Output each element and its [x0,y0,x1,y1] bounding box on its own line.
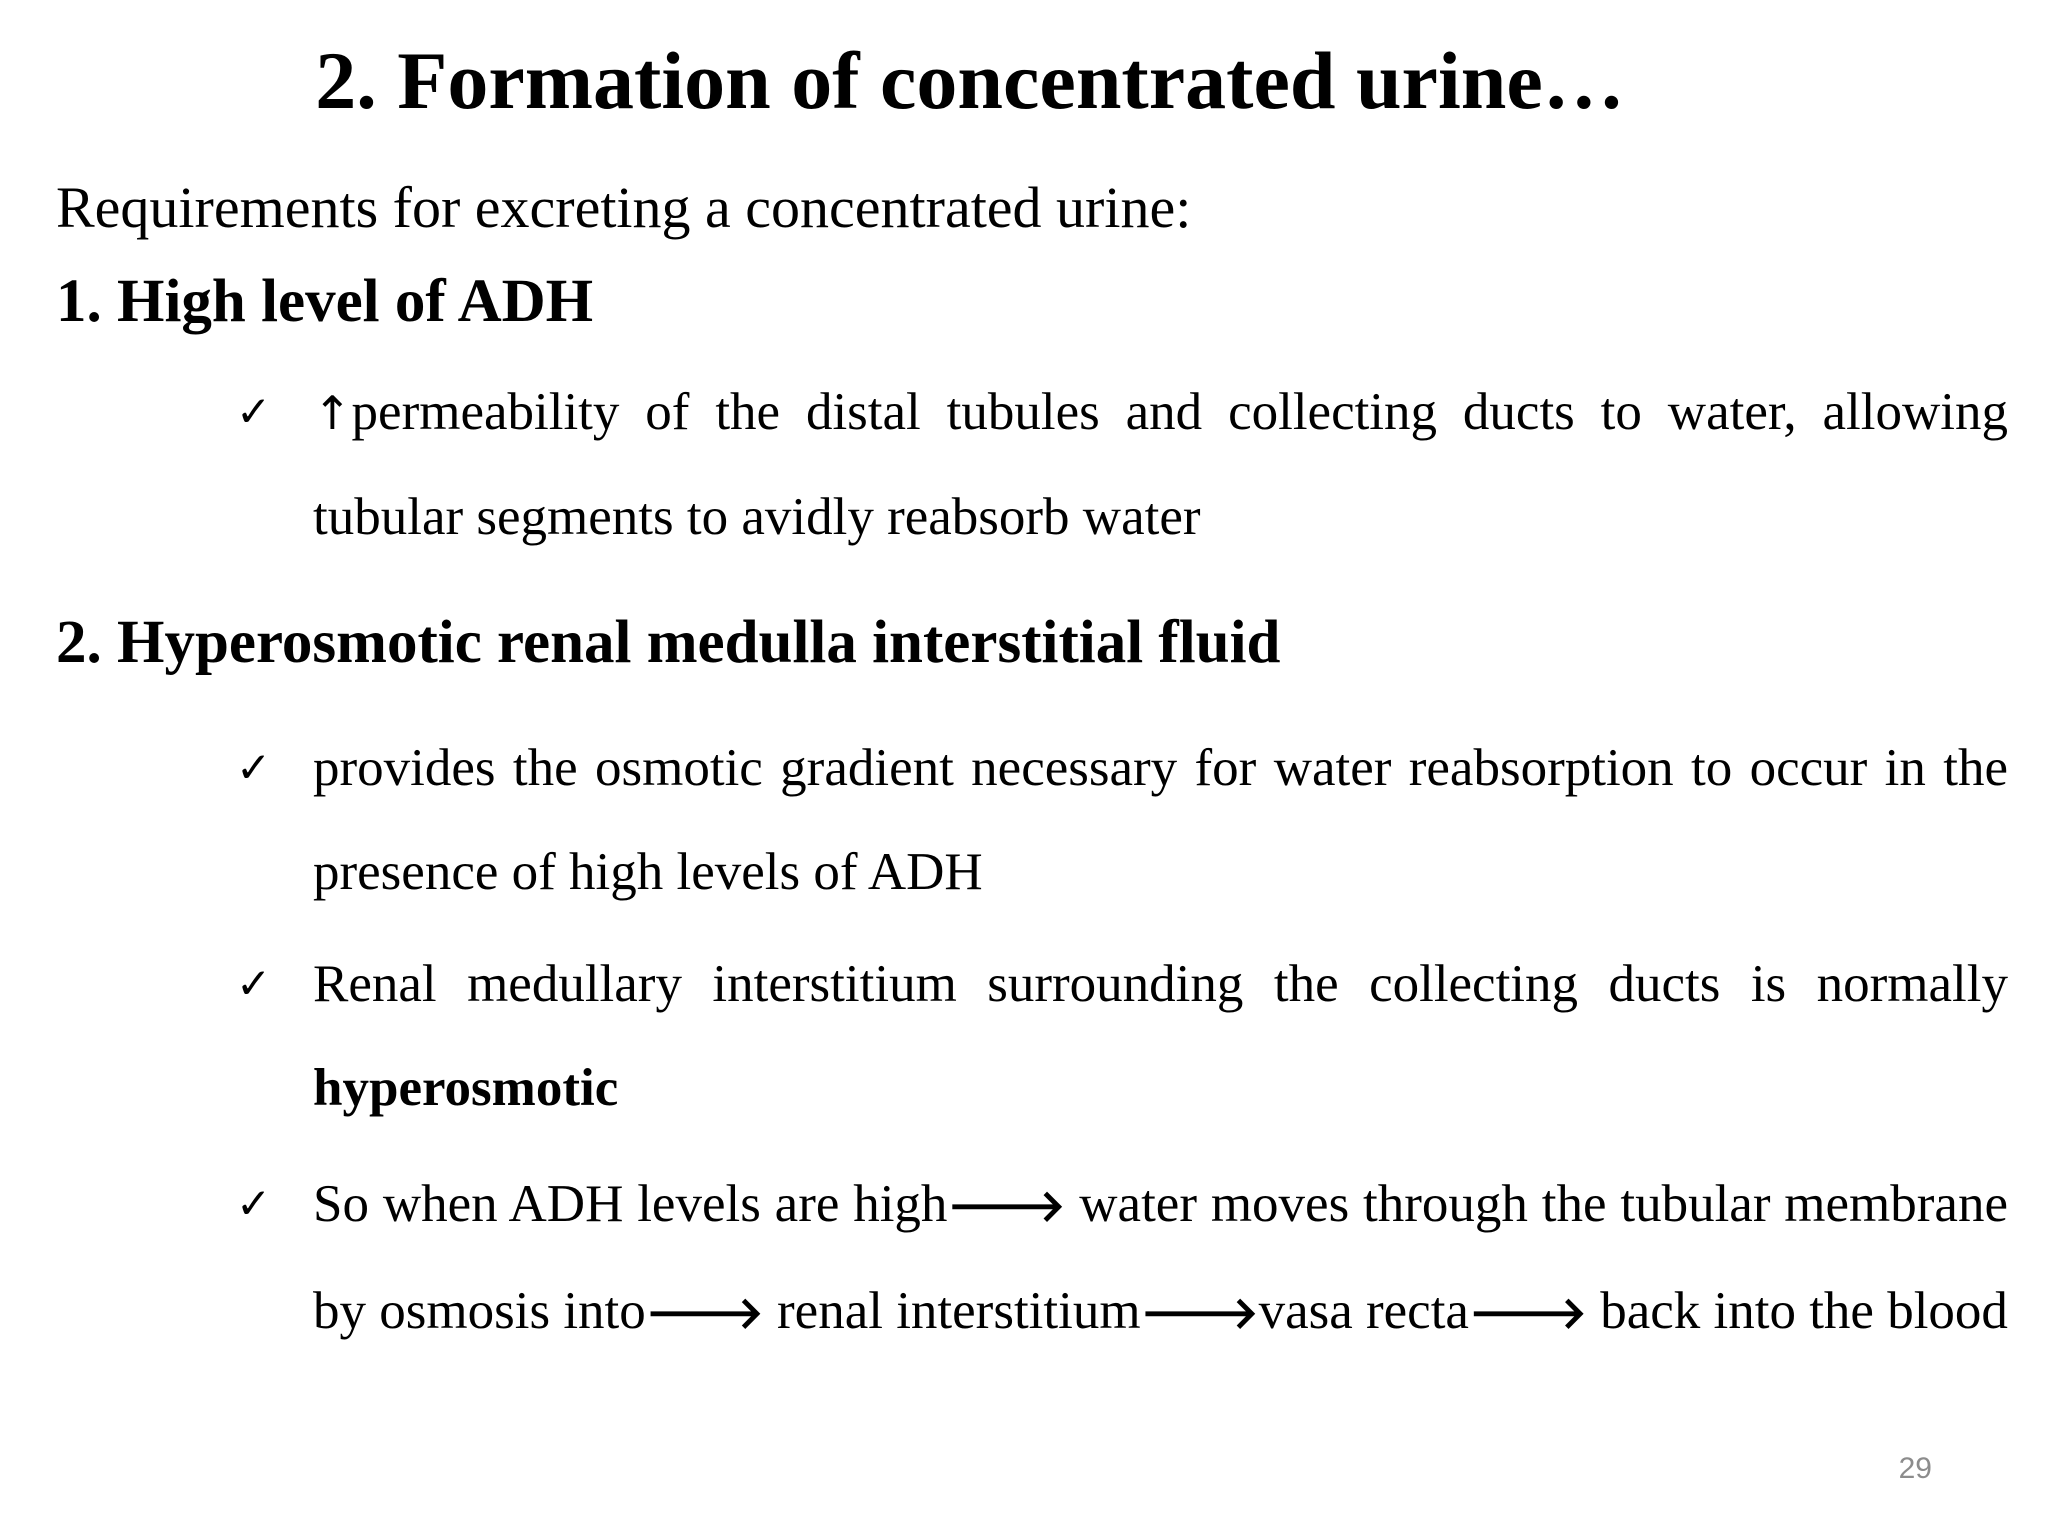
text-part: back into the blood [1586,1282,2008,1340]
bold-term: hyperosmotic [313,1059,619,1117]
bullet-osmotic-gradient [236,716,2008,924]
right-arrow-icon: 🡒 [1140,1288,1259,1339]
bullet-medullary-interstitium [236,932,2008,1140]
right-arrow-icon: 🡒 [1468,1288,1587,1339]
text-part: vasa recta [1258,1282,1469,1340]
right-arrow-icon: 🡒 [947,1181,1066,1232]
up-arrow-icon: ↑ [313,386,352,440]
checkmark-icon: ✓ [236,743,272,792]
checkmark-icon: ✓ [236,959,272,1008]
text-part: renal interstitium [763,1282,1141,1340]
intro-text: Requirements for excreting a concentrated urine: [56,175,1192,240]
bullet-text: provides the osmotic gradient necessary for water reabsorption to occur in the presence of high levels of ADH [313,739,2008,901]
page-number: 29 [1898,1452,1932,1485]
right-arrow-icon: 🡒 [645,1288,764,1339]
bullet-text-content: Renal medullary interstitium surrounding the collecting ducts is normally [313,955,2008,1013]
slide-title: 2. Formation of concentrated urine… [315,35,1625,126]
checkmark-icon: ✓ [236,387,272,436]
section-heading-adh: 1. High level of ADH [56,268,594,335]
bullet-permeability [236,360,2008,569]
bullet-text [313,932,2008,1140]
text-part: So when ADH levels are high [313,1175,948,1233]
bullet-water-movement [236,1152,2008,1366]
bullet-text [313,360,2008,569]
text-part: water moves through the tubular membrane by osmosis into [313,1175,2008,1340]
bullet-text [313,1152,2008,1366]
section-heading-hyperosmotic: 2. Hyperosmotic renal medulla interstitial fluid [56,609,1281,676]
bullet-text-content: permeability of the distal tubules and collecting ducts to water, allowing tubular segments to avidly reabsorb water [313,383,2008,546]
checkmark-icon: ✓ [236,1179,272,1228]
